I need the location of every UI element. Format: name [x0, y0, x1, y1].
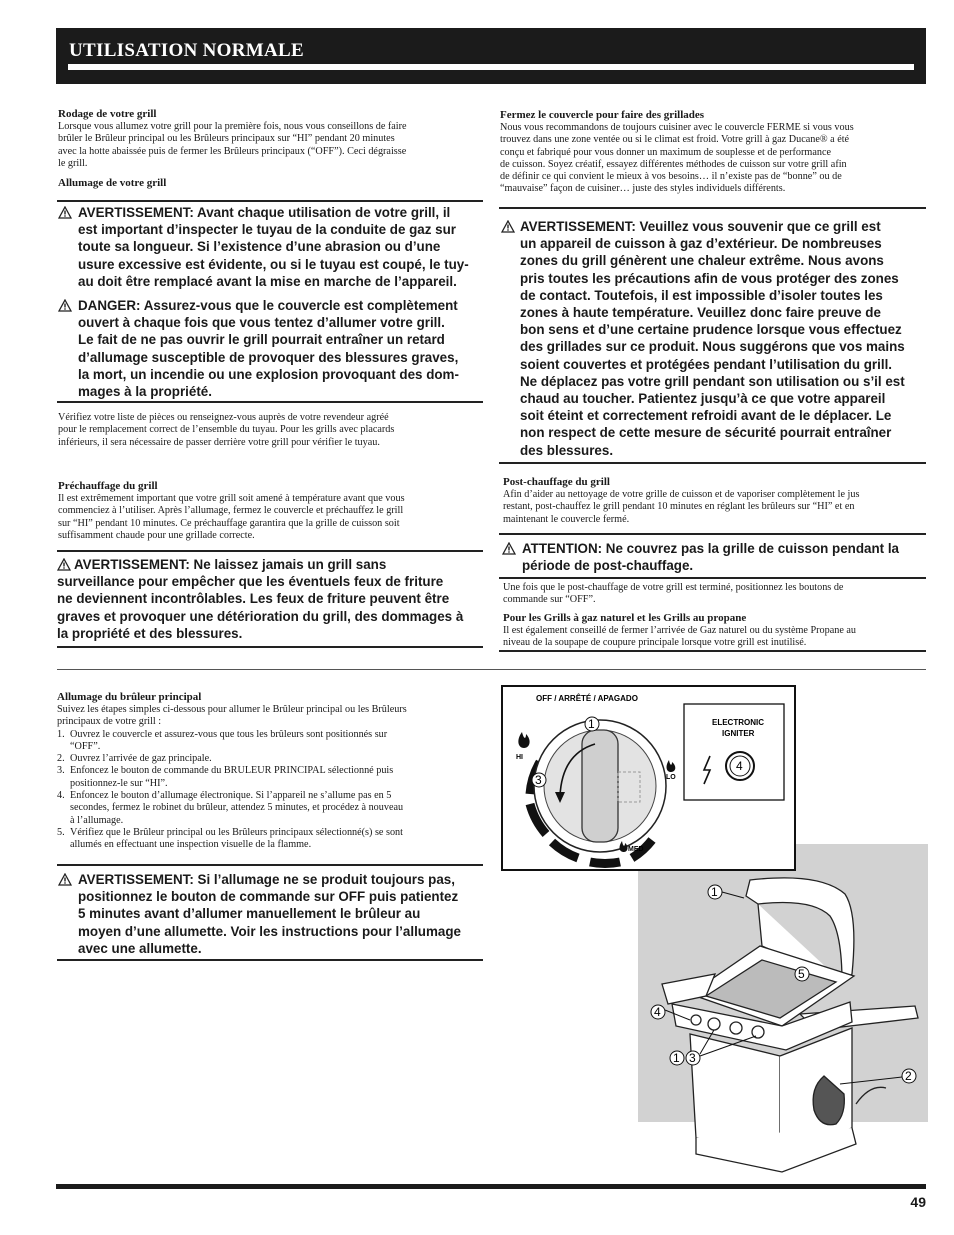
- post-section: [503, 476, 931, 526]
- list-item: 1. Ouvrez le couvercle et assurez-vous que tous les brûleurs sont positionnés sur “OFF”.: [57, 728, 388, 752]
- list-item: 5. Vérifiez que le Brûleur principal ou les Brûleurs principaux sélectionné(s) se sont allumés en effectuant une inspection visuelle de la flamme.: [57, 826, 403, 851]
- warning-line: ne deviennent incontrôlables. Les feux de friture peuvent être: [57, 591, 450, 607]
- text-line: conçu et fabriqué pour vous donner un maximum de souplesse et de performance: [500, 146, 831, 158]
- warning-heat: [501, 218, 929, 459]
- text-line: de cuisson. Soyez créatif, essayez différentes méthodes de cuisson sur votre grill afin: [500, 158, 847, 170]
- text-line: “mauvaise” façon de cuisiner… juste des styles individuels différents.: [500, 183, 786, 195]
- divider: [57, 550, 483, 552]
- warning-line: DANGER: Assurez-vous que le couvercle est complètement: [78, 298, 458, 314]
- warning-triangle-icon: [58, 299, 72, 312]
- warning-line: des grillades sur ce produit. Nous suggérons que vos mains: [520, 339, 905, 355]
- divider: [499, 577, 926, 579]
- warning-line: la propriété et des blessures.: [57, 625, 243, 641]
- text-line: restant, post-chauffez le grill pendant 10 minutes en réglant les brûleurs sur “HI” et en: [503, 501, 855, 513]
- steps-list: [57, 729, 485, 852]
- text-line: Une fois que le post-chauffage de votre grill est terminé, positionnez les boutons de: [503, 582, 844, 593]
- warning-line: chaud au toucher. Patientez jusqu’à ce que votre appareil: [520, 391, 886, 407]
- med-label: MED: [628, 846, 644, 853]
- warning-line: positionnez le bouton de commande sur OFF puis patientez: [78, 889, 459, 905]
- text-line: commenciez à l’utiliser. Après l’allumage, fermez le couvercle et préchauffez le grill: [58, 505, 404, 517]
- callout-number: 1: [588, 717, 595, 731]
- text-line: brûler le Brûleur principal ou les Brûleurs principaux sur “HI” pendant 20 minutes: [58, 133, 395, 145]
- warning-line: toute sa longueur. Si l’existence d’une abrasion ou d’une: [78, 239, 441, 255]
- allumage-bruleur-section: [57, 691, 485, 852]
- text-line: le grill.: [58, 157, 88, 169]
- warning-line: 5 minutes avant d’allumer manuellement le brûleur au: [78, 906, 421, 922]
- warning-line: d’allumage susceptible de provoquer des blessures graves,: [78, 349, 459, 365]
- warning-line: zones à haute température. Veuillez donc faire preuve de: [520, 305, 881, 321]
- header-underline: [68, 64, 914, 70]
- warning-line: ouvert à chaque fois que vous tentez d’allumer votre grill.: [78, 315, 445, 331]
- warning-hose: [58, 204, 486, 400]
- warning-unattended: [57, 556, 487, 642]
- rodage-heading: Rodage de votre grill: [58, 108, 157, 120]
- warning-line: graves et provoquer une détérioration du grill, des dommages à: [57, 608, 464, 624]
- hi-label: HI: [516, 754, 523, 761]
- section-title: UTILISATION NORMALE: [69, 40, 304, 61]
- prechauffage-section: [58, 480, 483, 542]
- warning-line: AVERTISSEMENT: Ne laissez jamais un grill sans: [74, 557, 387, 572]
- gaz-heading: Pour les Grills à gaz naturel et les Grills au propane: [503, 611, 747, 624]
- divider: [499, 533, 926, 535]
- warning-triangle-icon: [58, 206, 72, 219]
- callout-number: 1: [673, 1051, 680, 1065]
- right-column: [500, 109, 928, 196]
- warning-line: AVERTISSEMENT: Veuillez vous souvenir que ce grill est: [520, 219, 881, 234]
- warning-triangle-icon: [501, 220, 515, 233]
- callout-number: 5: [798, 967, 805, 981]
- callout-number: 2: [905, 1069, 912, 1083]
- warning-triangle-icon: [502, 542, 516, 555]
- warning-line: de contact. Toutefois, il est impossible d’isoler toutes les: [520, 287, 883, 303]
- warning-line: ATTENTION: Ne couvrez pas la grille de cuisson pendant la: [522, 541, 899, 556]
- divider: [57, 646, 483, 648]
- warning-line: usure excessive est évidente, ou si le tuyau est coupé, le tuy-: [78, 256, 469, 272]
- warning-line: au doit être remplacé avant la mise en marche de l’appareil.: [78, 273, 457, 289]
- text-line: Il est extrêmement important que votre grill soit amené à température avant que vous: [58, 493, 405, 504]
- callout-number: 3: [535, 773, 542, 787]
- warning-line: des blessures.: [520, 442, 614, 458]
- warning-line: mages à la propriété.: [78, 384, 212, 400]
- divider: [499, 207, 926, 209]
- post-after: [503, 582, 931, 649]
- warning-triangle-icon: [58, 873, 72, 886]
- warning-line: AVERTISSEMENT: Avant chaque utilisation de votre grill, il: [78, 205, 451, 220]
- warning-line: zones du grill génèrent une chaleur extrême. Nous avons: [520, 253, 884, 269]
- text-line: Il est également conseillé de fermer l’arrivée de Gaz naturel ou du système Propane au: [503, 624, 857, 636]
- divider: [57, 959, 483, 961]
- list-item: 3. Enfoncez le bouton de commande du BRULEUR PRINCIPAL sélectionné puis positionnez-le sur “HI”.: [57, 765, 394, 789]
- allumage-bruleur-heading: Allumage du brûleur principal: [57, 691, 202, 703]
- warning-line: surveillance pour empêcher que les éventuels feux de friture: [57, 574, 444, 590]
- section-header: [56, 28, 926, 84]
- warning-line: période de post-chauffage.: [522, 558, 694, 574]
- warning-line: soient couvertes et protégées pendant l’utilisation du grill.: [520, 356, 893, 372]
- text-line: principaux de votre grill :: [57, 716, 162, 728]
- igniter-label-1: ELECTRONIC: [712, 718, 764, 727]
- warning-line: Le fait de ne pas ouvrir le grill pourrait entraîner un retard: [78, 332, 445, 348]
- attention-post: [502, 540, 930, 574]
- callout-number: 4: [736, 759, 743, 773]
- text-line: de définir ce qui convient le mieux à vos besoins… il n’existe pas de “bonne” ou de: [500, 171, 842, 183]
- page-number: 49: [910, 1194, 926, 1210]
- section-divider: [57, 669, 926, 670]
- list-item: 4. Enfoncez le bouton d’allumage électronique. Si l’appareil ne s’allume pas en 5 secondes, fermez le robinet du brûleur, attendez 5 minutes, et procédez à nouveau à l’allumage.: [57, 790, 404, 826]
- danger-lid: [58, 297, 486, 400]
- rodage-body: [58, 121, 483, 170]
- warning-line: moyen d’une allumette. Voir les instructions pour l’allumage: [78, 923, 461, 939]
- post-heading: Post-chauffage du grill: [503, 476, 610, 488]
- warning-line: est important d’inspecter le tuyau de la conduite de gaz sur: [78, 222, 456, 238]
- divider: [57, 200, 483, 202]
- text-line: Afin d’aider au nettoyage de votre grille de cuisson et de vaporiser complètement le jus: [503, 489, 860, 500]
- warning-line: pris toutes les précautions afin de vous protéger des zones: [520, 270, 899, 286]
- footer-bar: [56, 1184, 926, 1189]
- text-line: pour le remplacement correct de l’ensemble du tuyau. Pour les grills avec placards: [58, 424, 395, 436]
- text-line: inférieurs, il sera nécessaire de passer derrière votre grill pour vérifier le tuyau.: [58, 436, 380, 448]
- text-line: Nous vous recommandons de toujours cuisiner avec le couvercle FERME si vous vous: [500, 122, 854, 133]
- text-line: trouvez dans une zone ventée ou si le climat est froid. Votre grill à gaz Ducane® a été: [500, 134, 850, 146]
- warning-line: AVERTISSEMENT: Si l’allumage ne se produit toujours pas,: [78, 872, 455, 887]
- divider: [57, 864, 483, 866]
- text-line: maintenant le couvercle fermé.: [503, 513, 630, 525]
- fermez-heading: Fermez le couvercle pour faire des grillades: [500, 109, 705, 121]
- callout-number: 3: [689, 1051, 696, 1065]
- warning-line: non respect de cette mesure de sécurité pourrait entraîner: [520, 425, 892, 441]
- allumage-heading: Allumage de votre grill: [58, 177, 167, 190]
- igniter-label-2: IGNITER: [722, 729, 755, 738]
- knob-off-label: OFF / ARRÊTÉ / APAGADO: [536, 694, 638, 703]
- text-line: Suivez les étapes simples ci-dessous pour allumer le Brûleur principal ou les Brûleurs: [57, 704, 407, 715]
- text-line: suffisamment chaude pour une grillade correcte.: [58, 529, 255, 541]
- text-line: niveau de la soupape de coupure principale lorsque votre grill est inutilisé.: [503, 636, 807, 648]
- warning-line: un appareil de cuisson à gaz d’extérieur. De nombreuses: [520, 236, 882, 252]
- callout-number: 4: [654, 1005, 661, 1019]
- callout-number: 1: [711, 885, 718, 899]
- list-item: 2. Ouvrez l’arrivée de gaz principale.: [57, 753, 212, 765]
- text-line: avec la hotte abaissée puis de fermer les Brûleurs principaux (“OFF”). Ceci dégraisse: [58, 145, 407, 157]
- text-line: commande sur “OFF”.: [503, 594, 596, 606]
- warning-line: soit éteint et correctement refroidi avant de le déplacer. Le: [520, 408, 892, 424]
- warning-line: avec une allumette.: [78, 940, 202, 956]
- lo-label: LO: [666, 774, 676, 781]
- warning-line: bon sens et d’une certaine prudence lorsque vous effectuez: [520, 322, 902, 338]
- divider: [499, 650, 926, 652]
- warning-line: Ne déplacez pas votre grill pendant son utilisation ou s’il est: [520, 373, 905, 389]
- divider: [57, 401, 483, 403]
- divider: [499, 462, 926, 464]
- text-line: sur “HI” pendant 10 minutes. Ce préchauffage garantira que la grille de cuisson soit: [58, 517, 400, 529]
- warning-triangle-icon: [57, 558, 71, 571]
- text-line: Lorsque vous allumez votre grill pour la première fois, nous vous conseillons de faire: [58, 121, 407, 132]
- prechauffage-heading: Préchauffage du grill: [58, 480, 158, 492]
- warning-manual-light: [58, 871, 488, 957]
- verify-note: [58, 412, 483, 449]
- text-line: Vérifiez votre liste de pièces ou renseignez-vous auprès de votre revendeur agréé: [58, 412, 389, 423]
- warning-line: la mort, un incendie ou une explosion provoquant des dom-: [78, 366, 459, 382]
- grill-diagram: [500, 684, 930, 1174]
- left-column: [58, 108, 483, 190]
